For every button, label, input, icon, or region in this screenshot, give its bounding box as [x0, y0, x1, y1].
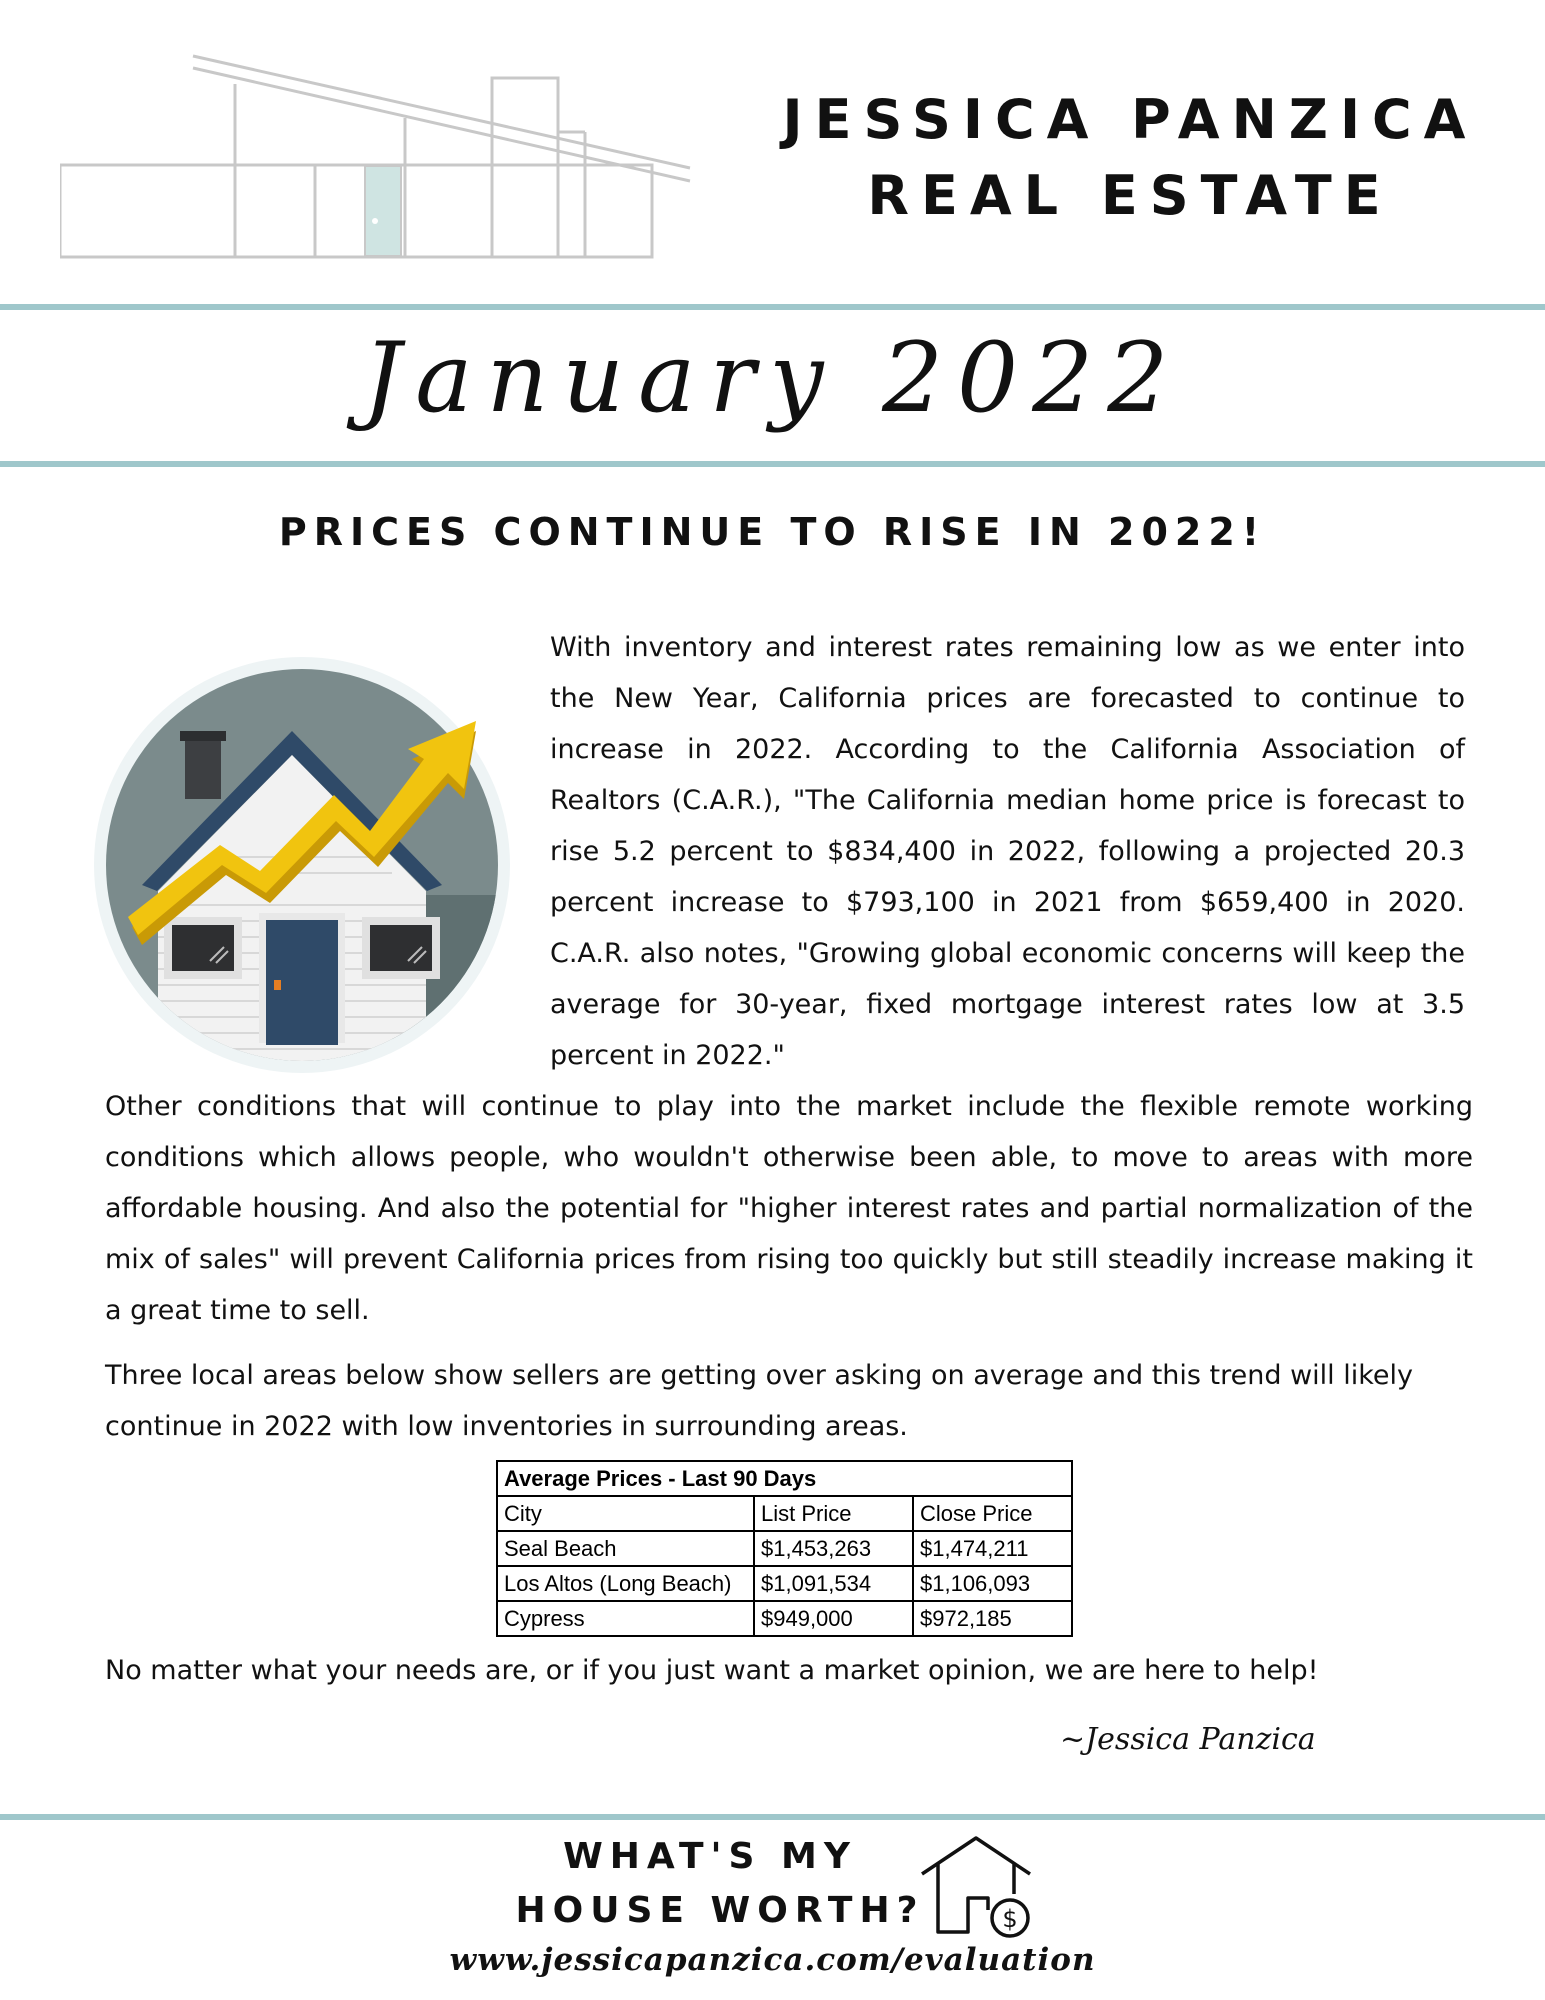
table-row: [497, 1601, 1072, 1636]
table-header-row: [497, 1496, 1072, 1531]
average-prices-table: [496, 1460, 1073, 1637]
divider-top: [0, 304, 1545, 310]
column-header-city: City: [497, 1496, 754, 1531]
issue-month-title: January 2022: [362, 322, 1183, 434]
line-house-icon: [60, 48, 700, 263]
column-header-list-price: List Price: [754, 1496, 913, 1531]
cta-heading-line2[interactable]: HOUSE WORTH?: [515, 1890, 925, 1931]
table-cell-city: Cypress: [497, 1601, 754, 1636]
table-cell-city: Los Altos (Long Beach): [497, 1566, 754, 1601]
article-paragraph-4: No matter what your needs are, or if you just want a market opinion, we are here to help!: [105, 1655, 1319, 1686]
table-title-row: [497, 1461, 1072, 1496]
table-cell-list-price: $1,091,534: [754, 1566, 913, 1601]
svg-text:$: $: [1002, 1905, 1018, 1933]
table-cell-city: Seal Beach: [497, 1531, 754, 1566]
table-cell-close-price: $972,185: [913, 1601, 1072, 1636]
brand-name: JESSICA PANZICA: [782, 88, 1478, 151]
author-signature: ~Jessica Panzica: [1060, 1722, 1316, 1757]
divider-footer: [0, 1814, 1545, 1820]
table-cell-close-price: $1,474,211: [913, 1531, 1072, 1566]
evaluation-link[interactable]: www.jessicapanzica.com/evaluation: [449, 1942, 1096, 1978]
article-paragraph-2: Other conditions that will continue to play into the market include the flexible remote working conditions which allows people, who wouldn't otherwise been able, to move to areas with more affordable housing. And also the potential for "higher interest rates and partial normalization of the mix of sales" will prevent California prices from rising too quickly but still steadily increase making it a great time to sell.: [105, 1091, 1473, 1326]
table-cell-list-price: $949,000: [754, 1601, 913, 1636]
table-cell-close-price: $1,106,093: [913, 1566, 1072, 1601]
article-paragraph-3: Three local areas below show sellers are getting over asking on average and this trend will likely continue in 2022 with low inventories in surrounding areas.: [105, 1360, 1414, 1442]
cta-heading-line1[interactable]: WHAT'S MY: [563, 1836, 857, 1877]
house-rising-arrow-icon: [92, 655, 512, 1075]
divider-under-title: [0, 461, 1545, 467]
article-paragraph-1: With inventory and interest rates remaining low as we enter into the New Year, California prices are forecasted to continue to increase in 2022. According to the California Association of Realtors (C.A.R.), "The California median home price is forecast to rise 5.2 percent to $834,400 in 2022, following a projected 20.3 percent increase to $793,100 in 2021 from $659,400 in 2020. C.A.R. also notes, "Growing global economic concerns will keep the average for 30-year, fixed mortgage interest rates low at 3.5 percent in 2022.": [550, 632, 1465, 1071]
house-dollar-icon[interactable]: [918, 1832, 1036, 1942]
column-header-close-price: Close Price: [913, 1496, 1072, 1531]
table-cell-list-price: $1,453,263: [754, 1531, 913, 1566]
table-row: [497, 1531, 1072, 1566]
table-row: [497, 1566, 1072, 1601]
brand-subtitle: REAL ESTATE: [867, 164, 1393, 227]
article-headline: PRICES CONTINUE TO RISE IN 2022!: [278, 510, 1267, 554]
table-title: Average Prices - Last 90 Days: [497, 1461, 1072, 1496]
